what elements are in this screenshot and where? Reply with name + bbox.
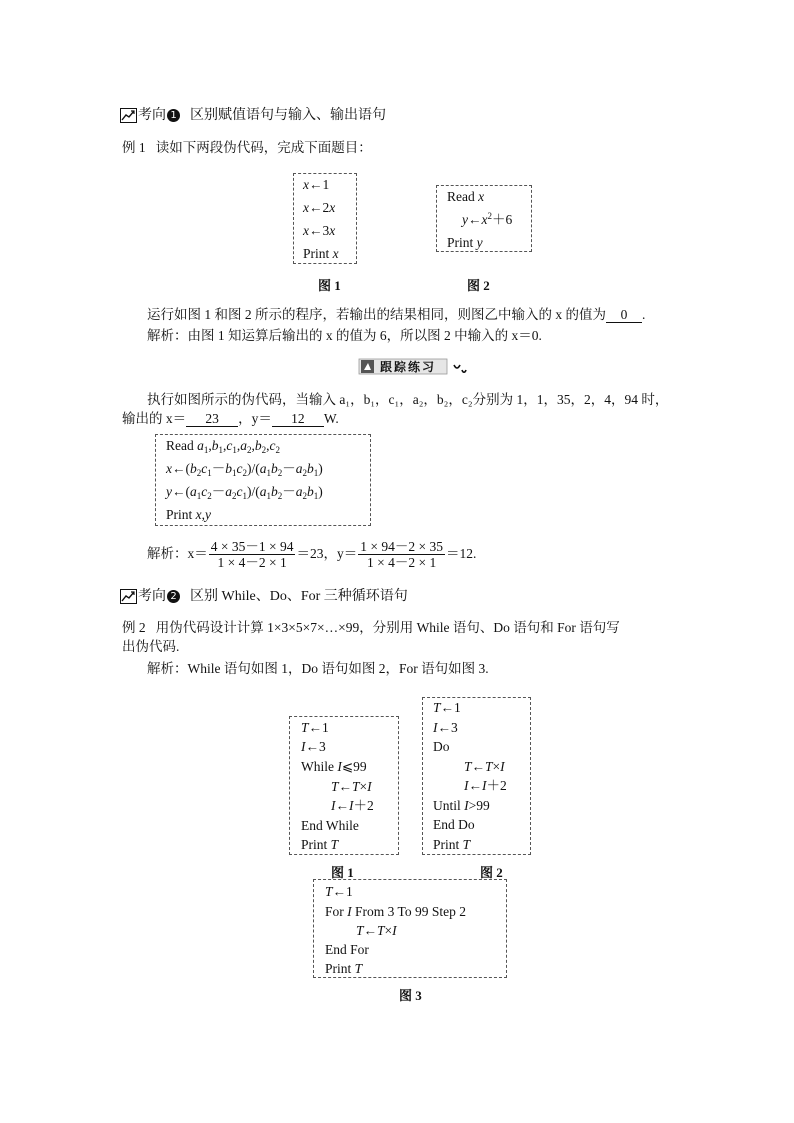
practice-text-line2 bbox=[122, 410, 339, 428]
fig1-caption: 图 1 bbox=[318, 278, 341, 293]
example1-prompt-text: 读如下两段伪代码，完成下面题目： bbox=[155, 140, 372, 155]
trend-icon bbox=[120, 589, 137, 604]
code-box-do bbox=[422, 697, 531, 855]
trend-icon bbox=[120, 108, 137, 123]
code-line: T←T×I bbox=[356, 923, 397, 938]
example1-analysis: 解析：由图 1 知运算后输出的 x 的值为 6，所以图 2 中输入的 x＝0. bbox=[147, 328, 542, 343]
code-line: End Do bbox=[433, 817, 475, 832]
code-line: I←I＋2 bbox=[464, 778, 507, 793]
code-line: Read x bbox=[447, 189, 485, 204]
fraction-denominator: 1 × 4－2 × 1 bbox=[366, 555, 437, 571]
code-line: Print T bbox=[433, 837, 471, 852]
code-line: Read $a_1,b_1,c_1,a_2,b_2,c_2$ bbox=[166, 438, 280, 455]
practice-mid: ，y＝ bbox=[238, 411, 272, 426]
code-line: End While bbox=[301, 818, 359, 833]
code-line: T←1 bbox=[433, 700, 461, 715]
answer-blank: 0 bbox=[606, 307, 642, 323]
code-box-fig1 bbox=[293, 173, 357, 264]
code-line: While I⩽99 bbox=[301, 759, 367, 774]
question-end: . bbox=[642, 307, 646, 322]
code-line: Print x,y bbox=[166, 507, 212, 522]
code-line: T←T×I bbox=[464, 759, 505, 774]
code-box-for bbox=[313, 879, 507, 978]
code-line: x←2x bbox=[303, 200, 336, 215]
code-line: $x\leftarrow(b_2c_1-b_1c_2)/(a_1b_2-a_2b_1)$ bbox=[166, 461, 323, 478]
code-line: x←3x bbox=[303, 223, 336, 238]
code-line: For I From 3 To 99 Step 2 bbox=[325, 904, 466, 919]
analysis-prefix: 解析：x＝ bbox=[147, 546, 208, 561]
code-line: Print x bbox=[303, 246, 339, 261]
fig3-caption-for: 图 3 bbox=[399, 988, 422, 1003]
code-line: T←T×I bbox=[331, 779, 372, 794]
code-line: T←1 bbox=[325, 884, 353, 899]
section2-title: 区别 While、Do、For 三种循环语句 bbox=[190, 589, 408, 604]
section1-title: 区别赋值语句与输入、输出语句 bbox=[190, 108, 386, 123]
fraction-denominator: 1 × 4－2 × 1 bbox=[217, 555, 287, 571]
code-line: T←1 bbox=[301, 720, 329, 735]
banner-title: 跟踪练习 bbox=[380, 360, 437, 374]
example2-text-line2: 出伪代码. bbox=[122, 639, 180, 654]
code-line: I←3 bbox=[433, 720, 458, 735]
practice-analysis bbox=[147, 536, 476, 572]
example2-text: 用伪代码设计计算 1×3×5×7×…×99，分别用 While 语句、Do 语句和 For 语句写 bbox=[155, 620, 620, 635]
section1-heading bbox=[138, 107, 386, 125]
example1-prompt bbox=[122, 139, 372, 157]
practice-prefix: 输出的 x＝ bbox=[122, 411, 187, 426]
code-line: x←1 bbox=[303, 177, 330, 192]
example2-analysis: 解析：While 语句如图 1，Do 语句如图 2，For 语句如图 3. bbox=[147, 661, 489, 676]
fraction-numerator: 4 × 35－1 × 94 bbox=[210, 539, 294, 555]
code-line: I←I＋2 bbox=[331, 798, 374, 813]
code-line: Print T bbox=[325, 961, 363, 976]
fig2-caption: 图 2 bbox=[467, 278, 490, 293]
fraction-numerator: 1 × 94－2 × 35 bbox=[360, 539, 443, 555]
code-box-while bbox=[289, 716, 399, 855]
code-line: I←3 bbox=[301, 739, 326, 754]
code-line: Until I>99 bbox=[433, 798, 490, 813]
section1-badge: 1 bbox=[167, 109, 180, 122]
code-box-practice bbox=[155, 434, 371, 526]
section2-prefix: 考向 bbox=[138, 589, 166, 604]
section2-badge: 2 bbox=[167, 590, 180, 603]
fraction-y bbox=[358, 539, 445, 570]
code-line: $y\leftarrow(a_1c_2-a_2c_1)/(a_1b_2-a_2b_1)$ bbox=[166, 484, 323, 501]
analysis-end: ＝12. bbox=[445, 546, 477, 561]
analysis-mid: ＝23，y＝ bbox=[296, 546, 358, 561]
code-line: End For bbox=[325, 942, 369, 957]
code-line: Do bbox=[433, 739, 450, 754]
practice-end: W. bbox=[323, 411, 339, 426]
section1-prefix: 考向 bbox=[138, 108, 166, 123]
example2-text-line1 bbox=[122, 619, 620, 637]
code-box-fig2 bbox=[436, 185, 532, 252]
fig1-caption-while: 图 1 bbox=[331, 865, 354, 880]
section2-heading bbox=[138, 588, 408, 606]
code-line: Print T bbox=[301, 837, 339, 852]
fraction-x bbox=[209, 539, 296, 570]
fig2-caption-do: 图 2 bbox=[480, 865, 503, 880]
answer-y: 12 bbox=[272, 411, 324, 427]
code-line: $y\leftarrow x^2+6$ bbox=[462, 211, 513, 227]
example1-question bbox=[147, 306, 645, 324]
code-line: Print y bbox=[447, 235, 483, 250]
practice-text-line1: 执行如图所示的伪代码，当输入 a₁，b₁，c₁，a₂，b₂，c₂分别为 1，1，35，2，4，94 时， bbox=[147, 392, 669, 407]
question-text: 运行如图 1 和图 2 所示的程序，若输出的结果相同，则图乙中输入的 x 的值为 bbox=[147, 307, 606, 322]
example1-label: 例 1 bbox=[122, 140, 146, 155]
example2-label: 例 2 bbox=[122, 620, 146, 635]
answer-x: 23 bbox=[186, 411, 238, 427]
